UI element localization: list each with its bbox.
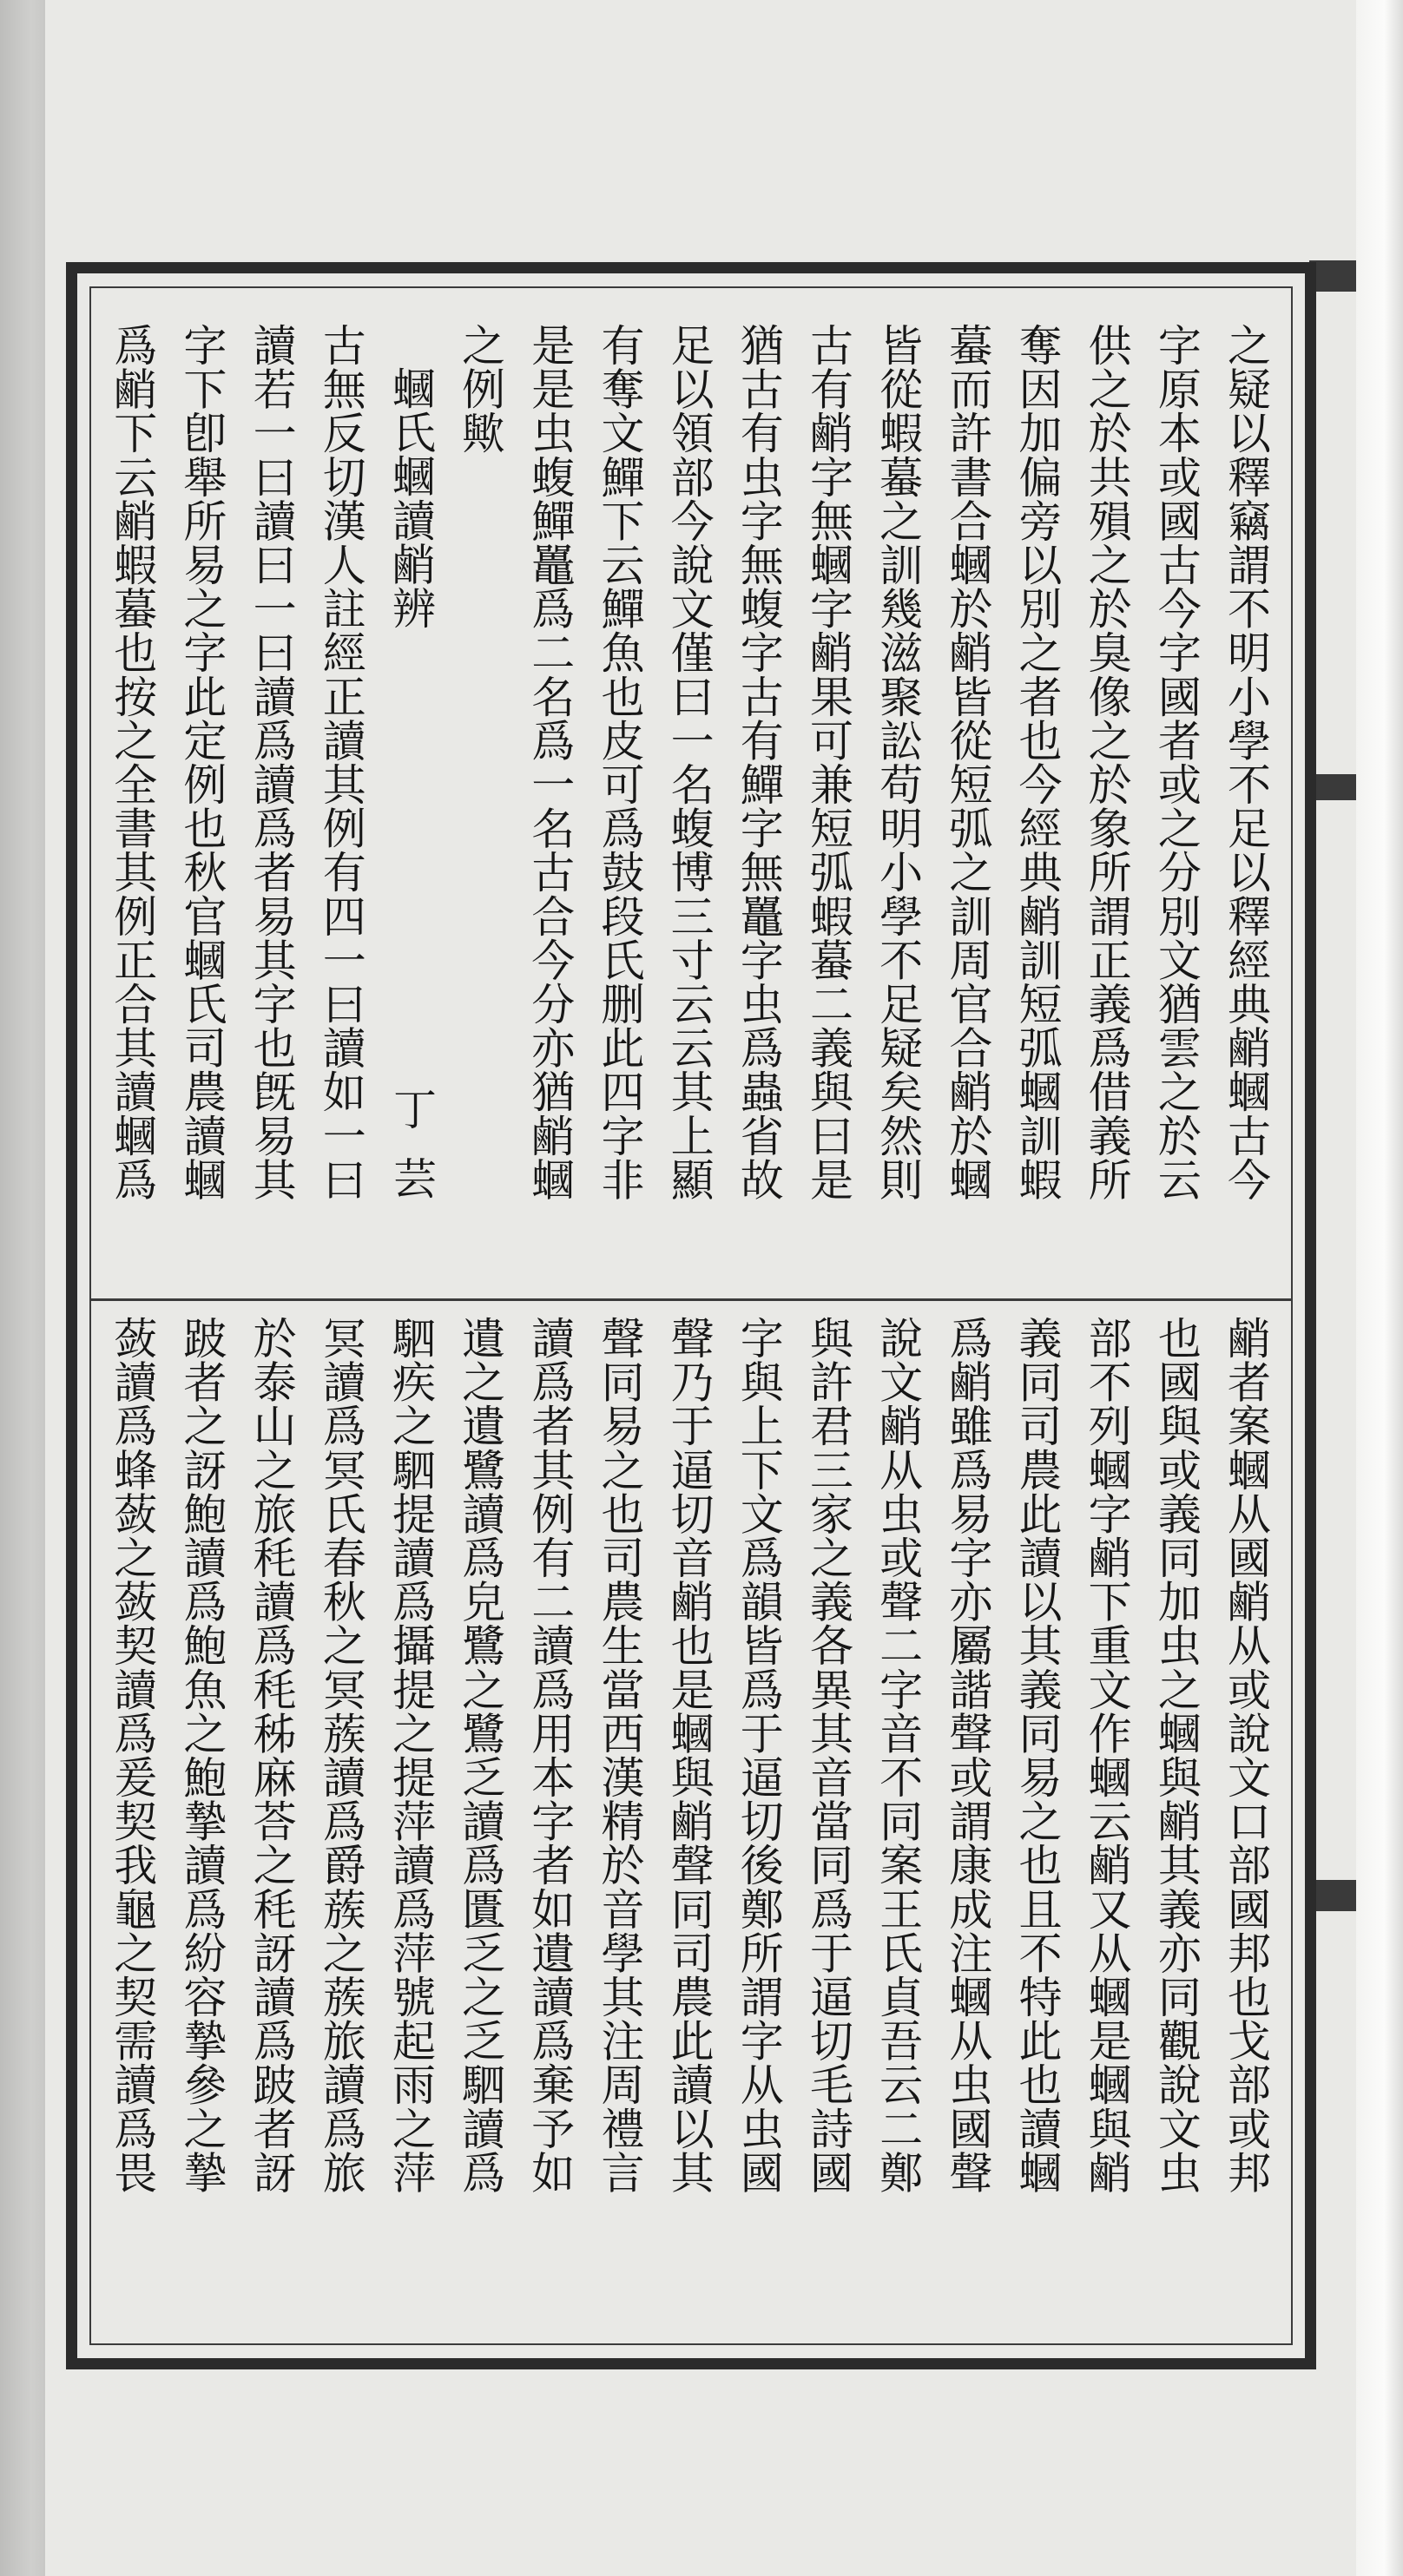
text-column: 古無反切漢人註經正讀其例有四一曰讀如一曰 bbox=[315, 323, 366, 1201]
text-column: 冥讀爲冥氏春秋之冥蔟讀爲爵蔟之蔟旅讀爲旅 bbox=[315, 1316, 366, 2194]
text-column: 猶古有虫字無蝮字古有鱓字無鼉字虫爲蟲省故 bbox=[733, 323, 784, 1201]
register-divider bbox=[89, 1298, 1293, 1301]
text-column: 部不列蟈字䴛下重文作蟈云䴛又从蟈是蟈與䴛 bbox=[1081, 1316, 1132, 2194]
text-column: 聲同易之也司農生當西漢精於音學其注周禮言 bbox=[594, 1316, 645, 2194]
text-column: 蟇而許書合蟈於䴛皆從短弧之訓周官合䴛於蟈 bbox=[942, 323, 993, 1201]
text-column: 讀若一曰讀曰一曰讀爲讀爲者易其字也旣易其 bbox=[246, 323, 297, 1201]
text-column: 奪因加偏旁以別之者也今經典䴛訓短弧蟈訓蝦 bbox=[1011, 323, 1063, 1201]
essay-title: 蟈氏蟈讀䴛辨 bbox=[385, 366, 436, 630]
page-edge bbox=[1356, 0, 1403, 2576]
text-column: 之例歟 bbox=[455, 323, 506, 455]
book-binding-strip bbox=[0, 0, 45, 2576]
text-column: 與許君三家之義各異其音當同爲于逼切毛詩國 bbox=[802, 1316, 853, 2194]
text-column: 供之於共殞之於臭像之於象所謂正義爲借義所 bbox=[1081, 323, 1132, 1201]
text-column: 爲䴛下云䴛蝦蟇也按之全書其例正合其讀蟈爲 bbox=[107, 323, 158, 1201]
text-column: 遺之遺鷺讀爲皃鷺之鷺乏讀爲匱乏之乏駟讀爲 bbox=[455, 1316, 506, 2194]
edge-tab-upper bbox=[1309, 260, 1356, 292]
text-column: 爲䴛雖爲易字亦屬諧聲或謂康成注蟈从虫國聲 bbox=[942, 1316, 993, 2194]
text-column: 古有䴛字無蟈字䴛果可兼短弧蝦蟇二義與曰是 bbox=[802, 323, 853, 1201]
text-column: 皆從蝦蟇之訓幾滋聚訟苟明小學不足疑矣然則 bbox=[873, 323, 924, 1201]
text-column: 說文䴛从虫或聲二字音不同案王氏貞吾云二鄭 bbox=[873, 1316, 924, 2194]
upper-register bbox=[101, 323, 1281, 1286]
text-column: 字與上下文爲韻皆爲于逼切後鄭所謂字从虫國 bbox=[733, 1316, 784, 2194]
text-column: 跛者之訝鮑讀爲鮑魚之鮑摯讀爲紛容摯參之摯 bbox=[176, 1316, 227, 2194]
text-column: 義同司農此讀以其義同易之也且不特此也讀蟈 bbox=[1011, 1316, 1063, 2194]
text-column: 是是虫蝮鱓鼉爲二名爲一名古合今分亦猶䴛蟈 bbox=[524, 323, 576, 1201]
text-column: 也國與或義同加虫之蟈與䴛其義亦同觀說文虫 bbox=[1150, 1316, 1202, 2194]
text-column: 於泰山之旅秏讀爲秏秭麻荅之秏訝讀爲跛者訝 bbox=[246, 1316, 297, 2194]
text-column: 駟疾之駟提讀爲攝提之提萍讀爲萍號起雨之萍 bbox=[385, 1316, 436, 2194]
edge-tab-lower bbox=[1309, 1880, 1356, 1911]
text-column: 聲乃于逼切音䴛也是蟈與䴛聲同司農此讀以其 bbox=[663, 1316, 715, 2194]
text-column: 䴛者案蟈从國䴛从或說文口部國邦也戈部或邦 bbox=[1221, 1316, 1271, 2194]
author-name: 丁芸 bbox=[386, 1087, 437, 1226]
text-column: 有奪文鱓下云鱓魚也皮可爲鼓段氏删此四字非 bbox=[594, 323, 645, 1201]
text-column: 字原本或國古今字國者或之分別文猶雲之於云 bbox=[1150, 323, 1202, 1201]
lower-register bbox=[101, 1316, 1281, 2331]
edge-tab-middle bbox=[1309, 774, 1356, 800]
text-column: 字下卽舉所易之字此定例也秋官蟈氏司農讀蟈 bbox=[176, 323, 227, 1201]
text-column: 足以領部今說文僅曰一名蝮博三寸云云其上顯 bbox=[663, 323, 715, 1201]
text-column: 讀爲者其例有二讀爲用本字者如遺讀爲棄予如 bbox=[524, 1316, 576, 2194]
text-column: 之疑以釋竊謂不明小學不足以釋經典䴛蟈古今 bbox=[1221, 323, 1271, 1201]
text-column: 蔹讀爲蜂蔹之蔹契讀爲爰契我龜之契需讀爲畏 bbox=[107, 1316, 158, 2194]
